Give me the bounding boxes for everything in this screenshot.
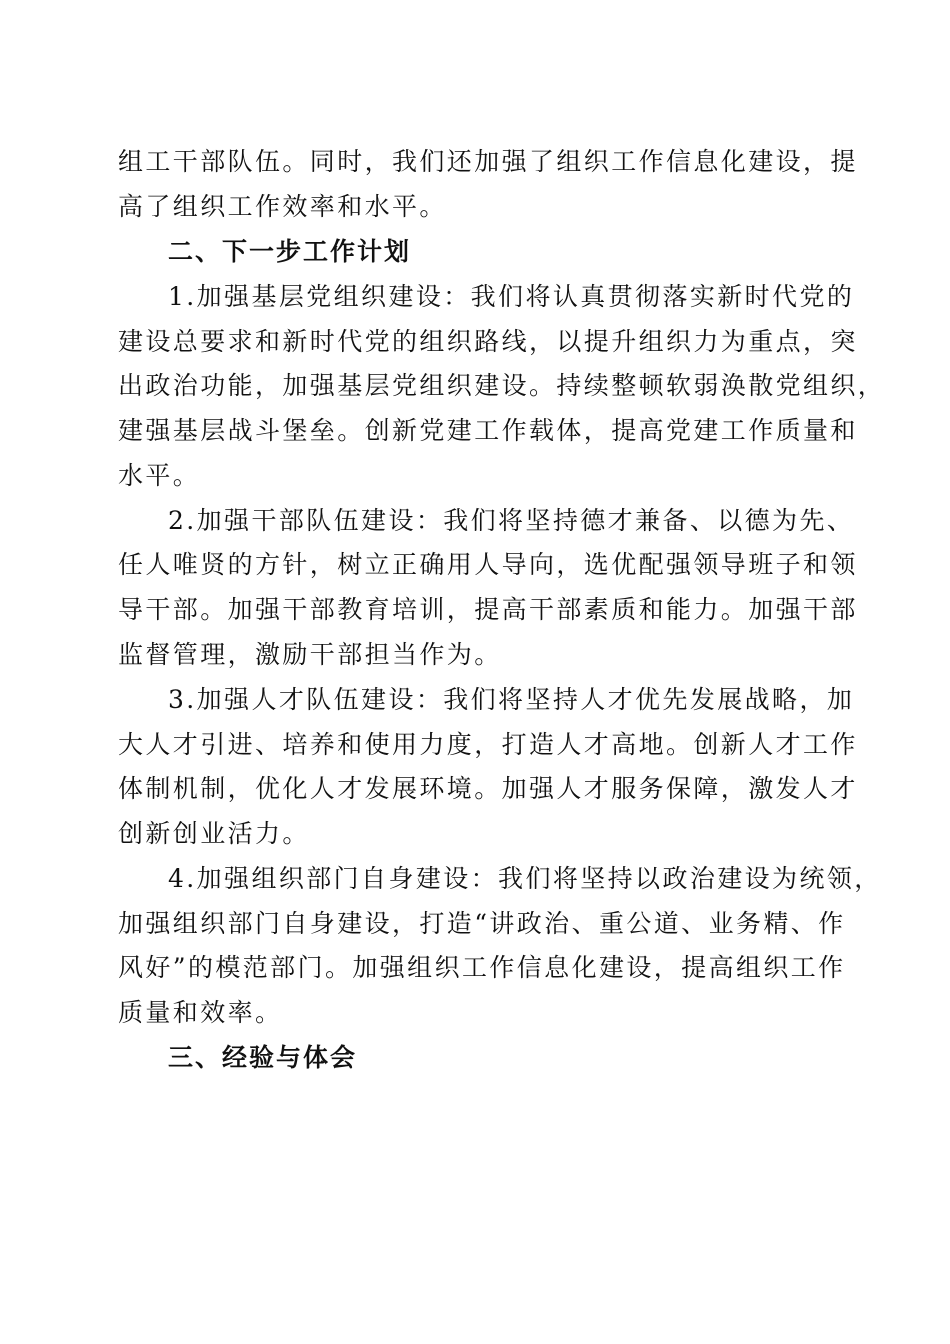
paragraph-line: 监督管理，激励干部担当作为。 bbox=[118, 640, 502, 669]
paragraph-line: 1.加强基层党组织建设：我们将认真贯彻落实新时代党的 bbox=[168, 282, 855, 311]
paragraph-line: 大人才引进、培养和使用力度，打造人才高地。创新人才工作 bbox=[118, 730, 858, 759]
paragraph-line: 任人唯贤的方针，树立正确用人导向，选优配强领导班子和领 bbox=[118, 550, 858, 579]
paragraph-line: 建设总要求和新时代党的组织路线，以提升组织力为重点，突 bbox=[118, 327, 858, 356]
paragraph-line: 2.加强干部队伍建设：我们将坚持德才兼备、以德为先、 bbox=[168, 506, 855, 535]
paragraph-line: 质量和效率。 bbox=[118, 998, 283, 1027]
paragraph-line: 加强组织部门自身建设，打造“讲政治、重公道、业务精、作 bbox=[118, 909, 846, 938]
paragraph-line: 体制机制，优化人才发展环境。加强人才服务保障，激发人才 bbox=[118, 774, 858, 803]
paragraph-line: 导干部。加强干部教育培训，提高干部素质和能力。加强干部 bbox=[118, 595, 858, 624]
paragraph-line: 水平。 bbox=[118, 461, 201, 490]
paragraph-line: 高了组织工作效率和水平。 bbox=[118, 192, 447, 221]
paragraph-line: 建强基层战斗堡垒。创新党建工作载体，提高党建工作质量和 bbox=[118, 416, 858, 445]
section-heading-next-steps: 二、下一步工作计划 bbox=[168, 237, 412, 266]
paragraph-line: 组工干部队伍。同时，我们还加强了组织工作信息化建设，提 bbox=[118, 147, 858, 176]
paragraph-line: 3.加强人才队伍建设：我们将坚持人才优先发展战略，加 bbox=[168, 685, 855, 714]
paragraph-line: 创新创业活力。 bbox=[118, 819, 310, 848]
paragraph-line: 风好”的模范部门。加强组织工作信息化建设，提高组织工作 bbox=[118, 953, 846, 982]
paragraph-line: 4.加强组织部门自身建设：我们将坚持以政治建设为统领， bbox=[168, 864, 882, 893]
section-heading-experience: 三、经验与体会 bbox=[168, 1043, 358, 1072]
paragraph-line: 出政治功能，加强基层党组织建设。持续整顿软弱涣散党组织， bbox=[118, 371, 886, 400]
